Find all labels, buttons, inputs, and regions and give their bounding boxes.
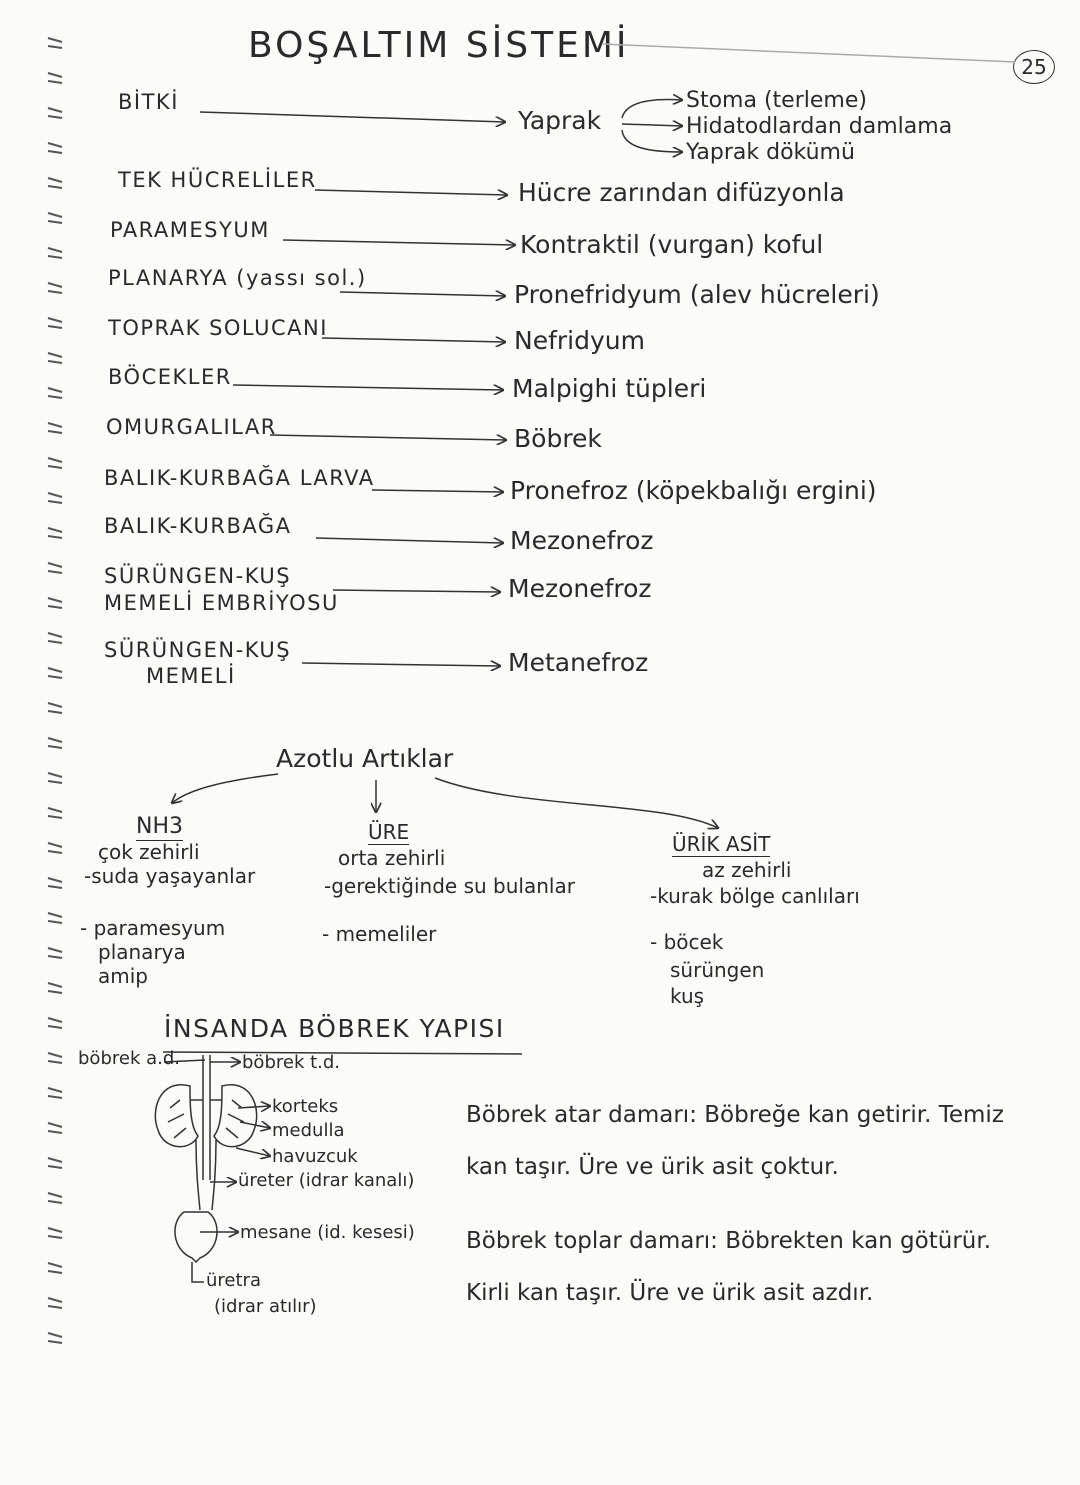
nh3-example-2: amip bbox=[98, 964, 148, 988]
result-omurgalilar: Böbrek bbox=[514, 424, 602, 453]
result-tek-hucreliler: Hücre zarından difüzyonla bbox=[518, 178, 845, 207]
label-bitki: BİTKİ bbox=[118, 90, 179, 114]
label-paramesyum: PARAMESYUM bbox=[110, 218, 270, 242]
arrow-tek bbox=[315, 190, 507, 195]
page-number: 25 bbox=[1013, 50, 1055, 84]
arrow-planarya bbox=[340, 292, 505, 296]
arrow-urik bbox=[435, 778, 718, 828]
kidney-label-ureter: üreter (idrar kanalı) bbox=[238, 1170, 415, 1191]
result-bocekler: Malpighi tüpleri bbox=[512, 374, 707, 403]
urik-toxicity: az zehirli bbox=[702, 858, 792, 882]
result-surungen-kus: Metanefroz bbox=[508, 648, 649, 677]
urik-habitat: -kurak bölge canlıları bbox=[650, 884, 860, 908]
leader-havuzcuk bbox=[236, 1148, 270, 1156]
arrow-solucan bbox=[322, 338, 505, 342]
ure-habitat: -gerektiğinde su bulanlar bbox=[324, 874, 575, 898]
arrow-paramesyum bbox=[283, 240, 515, 245]
right-kidney-shape bbox=[214, 1085, 257, 1147]
left-kidney-pyramids bbox=[168, 1100, 186, 1138]
kidney-label-ad: böbrek a.d. bbox=[78, 1048, 180, 1069]
bladder-shape bbox=[175, 1212, 217, 1262]
kidney-label-havuzcuk: havuzcuk bbox=[272, 1146, 358, 1167]
kidney-label-td: böbrek t.d. bbox=[242, 1052, 341, 1073]
label-surungen-kus-embriyo-1: SÜRÜNGEN-KUŞ bbox=[104, 564, 292, 588]
kidney-label-mesane: mesane (id. kesesi) bbox=[240, 1222, 415, 1243]
leader-korteks bbox=[238, 1106, 270, 1108]
title-rule bbox=[603, 44, 1015, 62]
arrow-hidatod bbox=[622, 124, 682, 126]
arrow-stoma bbox=[622, 100, 682, 118]
nh3-example-1: planarya bbox=[98, 940, 186, 964]
artery-text-2: kan taşır. Üre ve ürik asit çoktur. bbox=[466, 1154, 839, 1180]
right-ureter bbox=[212, 1140, 216, 1210]
arrow-balik-larva bbox=[372, 490, 503, 492]
urik-example-2: kuş bbox=[670, 984, 705, 1008]
label-toprak-solucani: TOPRAK SOLUCANI bbox=[108, 316, 328, 340]
kidney-title: İNSANDA BÖBREK YAPISI bbox=[164, 1014, 505, 1043]
left-kidney-shape bbox=[155, 1085, 198, 1147]
label-omurgalilar: OMURGALILAR bbox=[106, 415, 277, 439]
urik-name: ÜRİK ASİT bbox=[672, 832, 771, 856]
result-bitki: Yaprak bbox=[518, 106, 602, 135]
nh3-toxicity: çok zehirli bbox=[98, 840, 200, 864]
nh3-name: NH3 bbox=[136, 814, 183, 839]
label-balik-kurbaga: BALIK-KURBAĞA bbox=[104, 514, 292, 538]
nh3-habitat: -suda yaşayanlar bbox=[84, 864, 256, 888]
ure-toxicity: orta zehirli bbox=[338, 846, 446, 870]
nitrogen-title: Azotlu Artıklar bbox=[276, 744, 454, 773]
arrow-bocek bbox=[233, 385, 503, 390]
urik-example-0: - böcek bbox=[650, 930, 724, 954]
artery-text-1: Böbrek atar damarı: Böbreğe kan getirir. Temiz bbox=[466, 1102, 1004, 1128]
branch-hidatod: Hidatodlardan damlama bbox=[686, 114, 953, 139]
kidney-label-urethra-2: (idrar atılır) bbox=[214, 1296, 317, 1317]
nh3-example-0: - paramesyum bbox=[80, 916, 226, 940]
result-toprak-solucani: Nefridyum bbox=[514, 326, 645, 355]
arrow-bitki bbox=[200, 112, 505, 122]
arrow-nh3 bbox=[172, 774, 278, 803]
leader-urethra bbox=[192, 1262, 204, 1282]
vein-text-1: Böbrek toplar damarı: Böbrekten kan götürür. bbox=[466, 1228, 992, 1254]
label-surungen-kus-embriyo-2: MEMELİ EMBRİYOSU bbox=[104, 591, 339, 615]
label-bocekler: BÖCEKLER bbox=[108, 365, 232, 389]
result-surungen-kus-embriyo: Mezonefroz bbox=[508, 574, 652, 603]
arrow-omurgalilar bbox=[270, 435, 506, 440]
arrow-dokum bbox=[622, 130, 682, 152]
branch-yaprak-dokumu: Yaprak dökümü bbox=[686, 140, 855, 165]
kidney-label-urethra-1: üretra bbox=[206, 1270, 261, 1291]
result-balik-kurbaga: Mezonefroz bbox=[510, 526, 654, 555]
vein-text-2: Kirli kan taşır. Üre ve ürik asit azdır. bbox=[466, 1280, 874, 1306]
label-planarya: PLANARYA (yassı sol.) bbox=[108, 266, 367, 290]
label-surungen-kus-1: SÜRÜNGEN-KUŞ bbox=[104, 638, 292, 662]
label-surungen-kus-2: MEMELİ bbox=[146, 664, 236, 688]
kidney-label-medulla: medulla bbox=[272, 1120, 345, 1141]
urik-example-1: sürüngen bbox=[670, 958, 765, 982]
result-balik-kurbaga-larva: Pronefroz (köpekbalığı ergini) bbox=[510, 476, 877, 505]
arrow-surungen bbox=[302, 663, 500, 666]
ure-name: ÜRE bbox=[368, 820, 410, 844]
left-ureter bbox=[196, 1140, 200, 1210]
result-paramesyum: Kontraktil (vurgan) koful bbox=[520, 230, 824, 259]
label-tek-hucreliler: TEK HÜCRELİLER bbox=[118, 168, 317, 192]
label-balik-kurbaga-larva: BALIK-KURBAĞA LARVA bbox=[104, 466, 375, 490]
arrow-surungen-emb bbox=[333, 590, 500, 592]
right-kidney-pyramids bbox=[226, 1100, 244, 1138]
page-title: BOŞALTIM SİSTEMİ bbox=[248, 25, 630, 66]
kidney-label-korteks: korteks bbox=[272, 1096, 339, 1117]
branch-stoma: Stoma (terleme) bbox=[686, 88, 867, 113]
arrow-balik bbox=[316, 538, 503, 543]
kidney-title-rule bbox=[163, 1052, 522, 1054]
result-planarya: Pronefridyum (alev hücreleri) bbox=[514, 280, 880, 309]
ure-example-0: - memeliler bbox=[322, 922, 437, 946]
